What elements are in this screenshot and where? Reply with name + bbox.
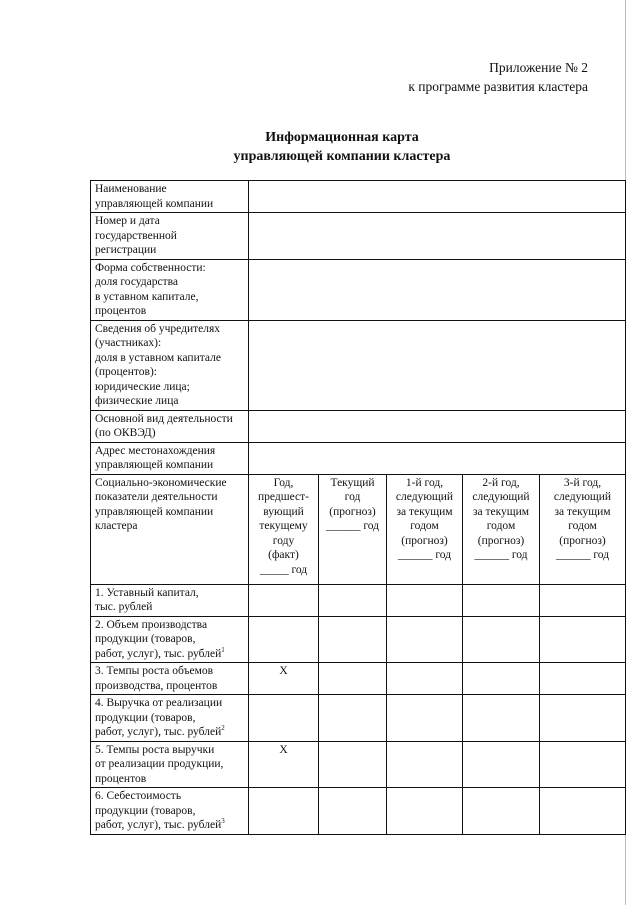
indicator-cell[interactable] [540,663,626,695]
indicator-cell[interactable] [540,788,626,835]
info-row [91,410,626,442]
indicator-cell[interactable] [387,584,463,616]
indicator-row [91,788,626,835]
indicator-row [91,663,626,695]
indicator-row [91,741,626,788]
info-row-label: Адрес местонахождения управляющей компании [91,442,249,474]
footnote-marker: 3 [221,817,225,826]
indicator-cell[interactable] [249,616,319,663]
indicator-cell[interactable] [540,584,626,616]
indicator-cell[interactable] [463,663,540,695]
indicator-cell[interactable] [463,695,540,742]
indicator-label-text: 6. Себестоимость продукции (товаров, работ, услуг), тыс. рублей [95,790,222,831]
indicator-cell[interactable] [387,663,463,695]
info-row-value[interactable] [249,213,626,260]
indicator-cell[interactable] [319,695,387,742]
indicator-cell[interactable] [463,584,540,616]
indicator-cell[interactable] [387,788,463,835]
indicator-label [91,663,249,695]
info-row-value[interactable] [249,442,626,474]
indicator-cell[interactable] [387,616,463,663]
indicator-row [91,616,626,663]
indicator-cell[interactable] [319,741,387,788]
indicator-cell[interactable] [463,788,540,835]
column-header-previous-year: Год, предшест- вующий текущему году (факт) _____ год [249,474,319,584]
indicator-cell[interactable] [319,663,387,695]
info-row-label: Сведения об учредителях (участниках): доля в уставном капитале (процентов): юридические лица; физические лица [91,320,249,410]
info-row-label: Номер и дата государственной регистрации [91,213,249,260]
appendix-number: Приложение № 2 [489,60,588,75]
info-row [91,181,626,213]
indicator-label [91,695,249,742]
indicator-cell[interactable] [540,616,626,663]
indicator-label [91,788,249,835]
column-header-second-year: 2-й год, следующий за текущим годом (прогноз) ______ год [463,474,540,584]
indicator-label [91,741,249,788]
indicator-label [91,616,249,663]
info-row-value[interactable] [249,181,626,213]
indicator-cell[interactable] [249,788,319,835]
info-row [91,259,626,320]
document-title-line2: управляющей компании кластера [233,149,451,164]
indicator-cell[interactable] [463,616,540,663]
indicator-label-text: 1. Уставный капитал, тыс. рублей [95,586,199,613]
indicator-label [91,584,249,616]
indicator-label-text: 3. Темпы роста объемов производства, процентов [95,665,218,692]
indicators-header-row [91,474,626,584]
column-header-current-year: Текущий год (прогноз) ______ год [319,474,387,584]
info-row-label: Основной вид деятельности (по ОКВЭД) [91,410,249,442]
info-row [91,320,626,410]
info-row [91,442,626,474]
info-row-value[interactable] [249,320,626,410]
footnote-marker: 1 [221,645,225,654]
info-row-value[interactable] [249,410,626,442]
indicator-cell[interactable] [540,695,626,742]
information-card-table [90,180,626,835]
indicator-cell[interactable] [249,695,319,742]
info-row-label: Форма собственности: доля государства в уставном капитале, процентов [91,259,249,320]
indicators-header-label: Социально-экономические показатели деятельности управляющей компании кластера [91,474,249,584]
indicator-label-text: 4. Выручка от реализации продукции (товаров, работ, услуг), тыс. рублей [95,697,223,738]
indicator-cell[interactable] [387,695,463,742]
info-row-label: Наименование управляющей компании [91,181,249,213]
document-title-line1: Информационная карта [265,130,419,145]
appendix-reference: к программе развития кластера [408,79,588,94]
column-header-first-year: 1-й год, следующий за текущим годом (прогноз) ______ год [387,474,463,584]
footnote-marker: 2 [221,724,225,733]
indicator-label-text: 5. Темпы роста выручки от реализации продукции, процентов [95,743,224,785]
indicator-cell[interactable]: X [249,663,319,695]
indicator-cell[interactable] [319,788,387,835]
indicator-cell[interactable] [249,584,319,616]
info-row-value[interactable] [249,259,626,320]
indicator-cell[interactable] [463,741,540,788]
indicator-cell[interactable] [319,584,387,616]
indicator-cell[interactable] [540,741,626,788]
indicator-cell[interactable]: X [249,741,319,788]
column-header-third-year: 3-й год, следующий за текущим годом (прогноз) ______ год [540,474,626,584]
indicator-label-text: 2. Объем производства продукции (товаров, работ, услуг), тыс. рублей [95,618,222,660]
indicator-cell[interactable] [387,741,463,788]
indicator-cell[interactable] [319,616,387,663]
info-row [91,213,626,260]
indicator-row [91,584,626,616]
indicator-row [91,695,626,742]
